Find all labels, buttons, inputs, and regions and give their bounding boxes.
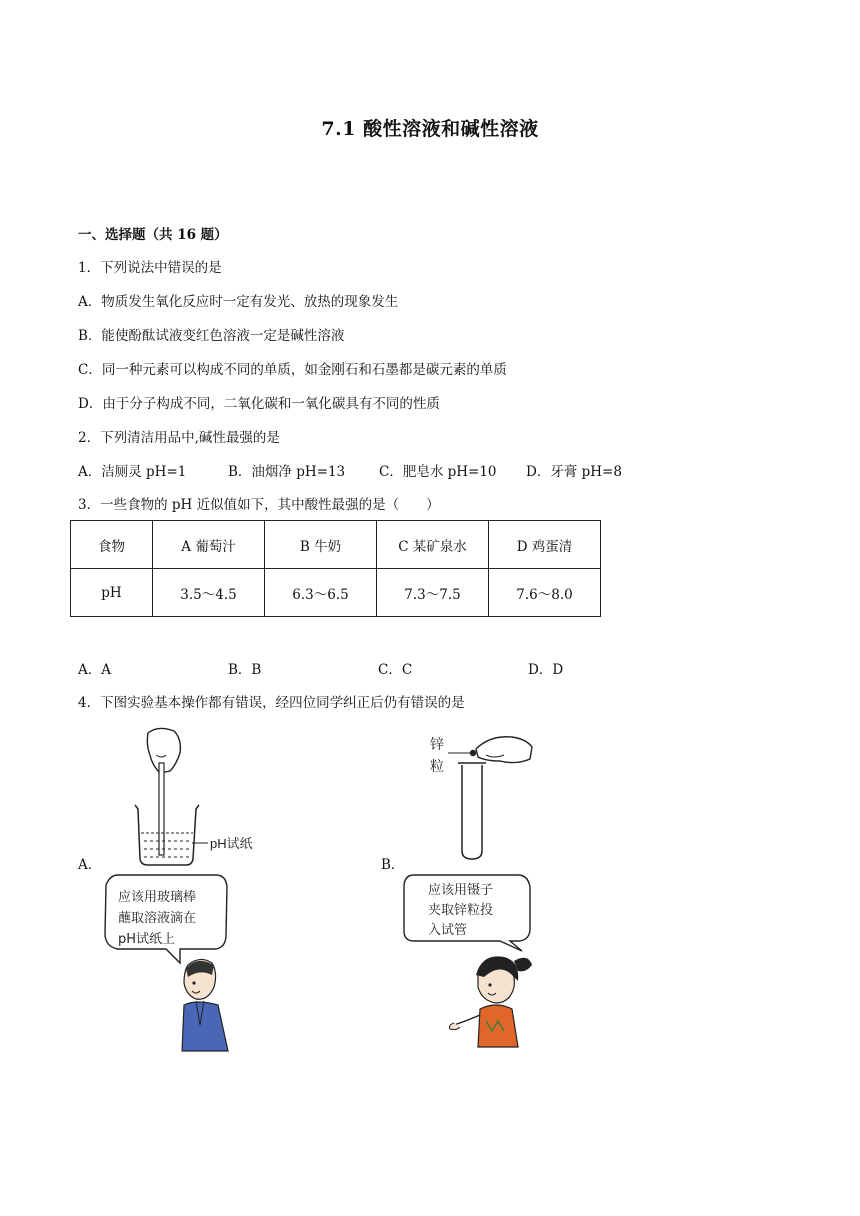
q1-option-c: C．同一种元素可以构成不同的单质，如金刚石和石墨都是碳元素的单质 — [78, 362, 507, 378]
table-cell: 食物 — [71, 521, 153, 569]
ph-table — [70, 520, 601, 617]
table-cell: 3.5～4.5 — [153, 569, 265, 617]
girl-student-icon — [450, 956, 533, 1047]
ph-paper-label: pH试纸 — [210, 836, 253, 851]
table-cell: 7.6～8.0 — [489, 569, 601, 617]
bubble-line: 夹取锌粒投 — [428, 903, 494, 918]
table-cell: 6.3～6.5 — [265, 569, 377, 617]
fig-b-label: B． — [381, 857, 405, 873]
table-cell: C 某矿泉水 — [377, 521, 489, 569]
test-tube-icon — [462, 765, 482, 859]
table-cell: D 鸡蛋清 — [489, 521, 601, 569]
zinc-granule-icon — [470, 750, 476, 756]
table-row — [71, 569, 601, 617]
table-cell: pH — [71, 569, 153, 617]
q1-option-d: D．由于分子构成不同，二氧化碳和一氧化碳具有不同的性质 — [78, 396, 440, 412]
table-cell: 7.3～7.5 — [377, 569, 489, 617]
figure-a — [100, 725, 280, 1055]
table-cell: A 葡萄汁 — [153, 521, 265, 569]
table-header-row — [71, 521, 601, 569]
q2-option-c: C．肥皂水 pH=10 — [379, 464, 497, 480]
q2-stem: 2．下列清洁用品中,碱性最强的是 — [78, 430, 280, 446]
bubble-line: pH试纸上 — [118, 932, 176, 947]
q3-options — [78, 661, 598, 679]
q3-option-c: C．C — [378, 662, 413, 678]
boy-student-icon — [182, 959, 228, 1051]
bubble-line: 应该用镊子 — [428, 883, 494, 898]
zinc-label: 粒 — [430, 759, 444, 775]
hand-icon — [476, 737, 532, 763]
q3-stem: 3．一些食物的 pH 近似值如下，其中酸性最强的是（ ） — [78, 497, 440, 513]
page-title: 7.1 酸性溶液和碱性溶液 — [321, 118, 539, 140]
q3-option-d: D．D — [528, 662, 564, 678]
q2-option-a: A．洁厕灵 pH=1 — [78, 464, 187, 480]
fig-a-label: A． — [78, 857, 102, 873]
q4-stem: 4．下图实验基本操作都有错误，经四位同学纠正后仍有错误的是 — [78, 695, 465, 711]
q2-option-d: D．牙膏 pH=8 — [526, 464, 622, 480]
section-heading: 一、选择题（共 16 题） — [78, 227, 228, 243]
q1-stem: 1．下列说法中错误的是 — [78, 260, 222, 276]
bubble-line: 入试管 — [428, 923, 468, 938]
table-cell: B 牛奶 — [265, 521, 377, 569]
zinc-test-tube-illustration — [400, 725, 580, 1055]
q3-option-b: B．B — [228, 662, 262, 678]
q2-options — [78, 463, 638, 481]
q1-option-b: B．能使酚酞试液变红色溶液一定是碱性溶液 — [78, 328, 345, 344]
figure-b — [400, 725, 580, 1055]
q3-option-a: A．A — [78, 662, 111, 678]
bubble-line: 蘸取溶液滴在 — [118, 911, 197, 926]
beaker-icon — [135, 805, 199, 865]
zinc-label: 锌 — [430, 737, 444, 753]
ph-test-illustration — [100, 725, 280, 1055]
q1-option-a: A．物质发生氧化反应时一定有发光、放热的现象发生 — [78, 294, 399, 310]
bubble-line: 应该用玻璃棒 — [118, 890, 197, 905]
q2-option-b: B．油烟净 pH=13 — [228, 464, 346, 480]
